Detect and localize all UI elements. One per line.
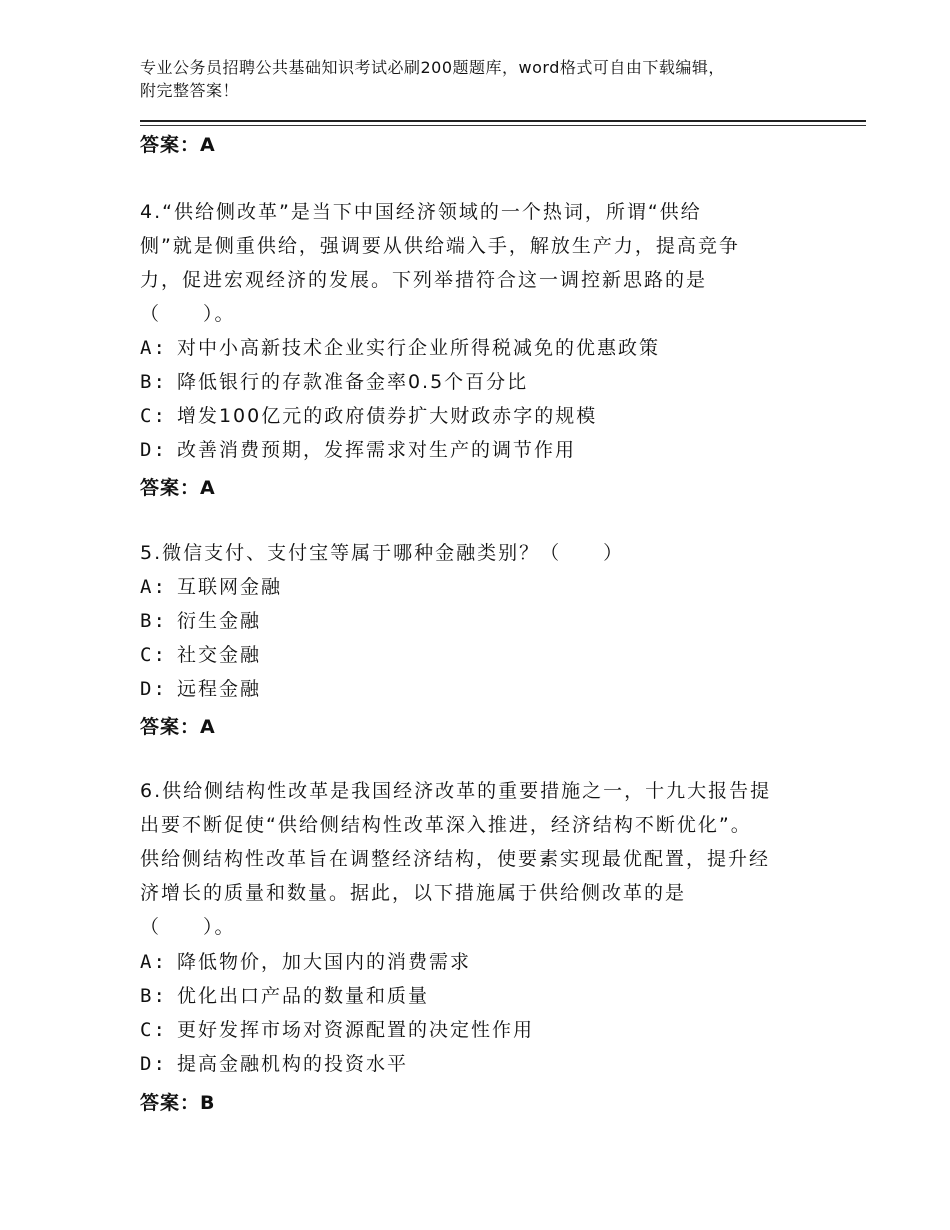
question-4-answer bbox=[140, 473, 216, 500]
option-c bbox=[140, 399, 660, 433]
question-5 bbox=[140, 536, 800, 570]
question-line: 出要不断促使“供给侧结构性改革深入推进，经济结构不断优化”。 bbox=[140, 814, 752, 836]
option-text: 增发100亿元的政府债券扩大财政赤字的规模 bbox=[176, 405, 598, 427]
header-line-2: 附完整答案！ bbox=[140, 81, 240, 100]
option-text: 提高金融机构的投资水平 bbox=[176, 1053, 408, 1075]
option-text: 优化出口产品的数量和质量 bbox=[176, 985, 429, 1007]
option-text: 互联网金融 bbox=[176, 576, 282, 598]
option-letter: A: bbox=[140, 576, 167, 598]
answer-value: A bbox=[200, 134, 216, 156]
option-b bbox=[140, 979, 534, 1013]
option-letter: B: bbox=[140, 610, 167, 632]
question-line: 侧”就是侧重供给，强调要从供给端入手，解放生产力，提高竞争 bbox=[140, 235, 740, 257]
option-letter: C: bbox=[140, 644, 167, 666]
answer-label: 答案： bbox=[140, 1092, 201, 1114]
option-letter: B: bbox=[140, 985, 167, 1007]
option-d bbox=[140, 672, 282, 706]
option-b bbox=[140, 365, 660, 399]
answer-label: 答案： bbox=[140, 716, 201, 738]
answer-value: A bbox=[200, 716, 216, 738]
option-text: 更好发挥市场对资源配置的决定性作用 bbox=[176, 1019, 534, 1041]
question-line: 6.供给侧结构性改革是我国经济改革的重要措施之一，十九大报告提 bbox=[140, 780, 772, 802]
question-line: 力，促进宏观经济的发展。下列举措符合这一调控新思路的是 bbox=[140, 269, 708, 291]
option-letter: D: bbox=[140, 678, 167, 700]
previous-answer bbox=[140, 130, 216, 157]
option-c bbox=[140, 1013, 534, 1047]
option-text: 降低物价，加大国内的消费需求 bbox=[176, 951, 471, 973]
option-letter: D: bbox=[140, 439, 167, 461]
question-5-answer bbox=[140, 712, 216, 739]
answer-label: 答案： bbox=[140, 134, 201, 156]
document-header bbox=[140, 56, 800, 102]
option-text: 改善消费预期，发挥需求对生产的调节作用 bbox=[176, 439, 576, 461]
question-line: 济增长的质量和数量。据此，以下措施属于供给侧改革的是 bbox=[140, 882, 687, 904]
option-text: 衍生金融 bbox=[176, 610, 261, 632]
option-d bbox=[140, 433, 660, 467]
option-letter: A: bbox=[140, 337, 167, 359]
question-line: 4.“供给侧改革”是当下中国经济领域的一个热词，所谓“供给 bbox=[140, 201, 702, 223]
answer-value: B bbox=[200, 1092, 216, 1114]
answer-value: A bbox=[200, 477, 216, 499]
option-c bbox=[140, 638, 282, 672]
option-text: 降低银行的存款准备金率0.5个百分比 bbox=[176, 371, 529, 393]
option-letter: C: bbox=[140, 405, 167, 427]
question-6 bbox=[140, 774, 800, 944]
question-line: （ ）。 bbox=[140, 916, 236, 938]
question-5-options bbox=[140, 570, 282, 706]
option-a bbox=[140, 945, 534, 979]
question-4 bbox=[140, 195, 800, 331]
question-6-options bbox=[140, 945, 534, 1081]
header-line-1: 专业公务员招聘公共基础知识考试必刷200题题库，word格式可自由下载编辑， bbox=[140, 58, 725, 77]
question-line: 供给侧结构性改革旨在调整经济结构，使要素实现最优配置，提升经 bbox=[140, 848, 771, 870]
question-line: 5.微信支付、支付宝等属于哪种金融类别？（ ） bbox=[140, 542, 625, 564]
answer-label: 答案： bbox=[140, 477, 201, 499]
header-divider-thin bbox=[140, 125, 866, 126]
option-letter: B: bbox=[140, 371, 167, 393]
option-text: 社交金融 bbox=[176, 644, 261, 666]
option-d bbox=[140, 1047, 534, 1081]
option-letter: D: bbox=[140, 1053, 167, 1075]
option-text: 对中小高新技术企业实行企业所得税减免的优惠政策 bbox=[176, 337, 660, 359]
option-b bbox=[140, 604, 282, 638]
question-6-answer bbox=[140, 1088, 216, 1115]
option-letter: C: bbox=[140, 1019, 167, 1041]
option-letter: A: bbox=[140, 951, 167, 973]
option-a bbox=[140, 331, 660, 365]
option-a bbox=[140, 570, 282, 604]
header-divider-thick bbox=[140, 120, 866, 122]
question-line: （ ）。 bbox=[140, 303, 236, 325]
question-4-options bbox=[140, 331, 660, 467]
option-text: 远程金融 bbox=[176, 678, 261, 700]
